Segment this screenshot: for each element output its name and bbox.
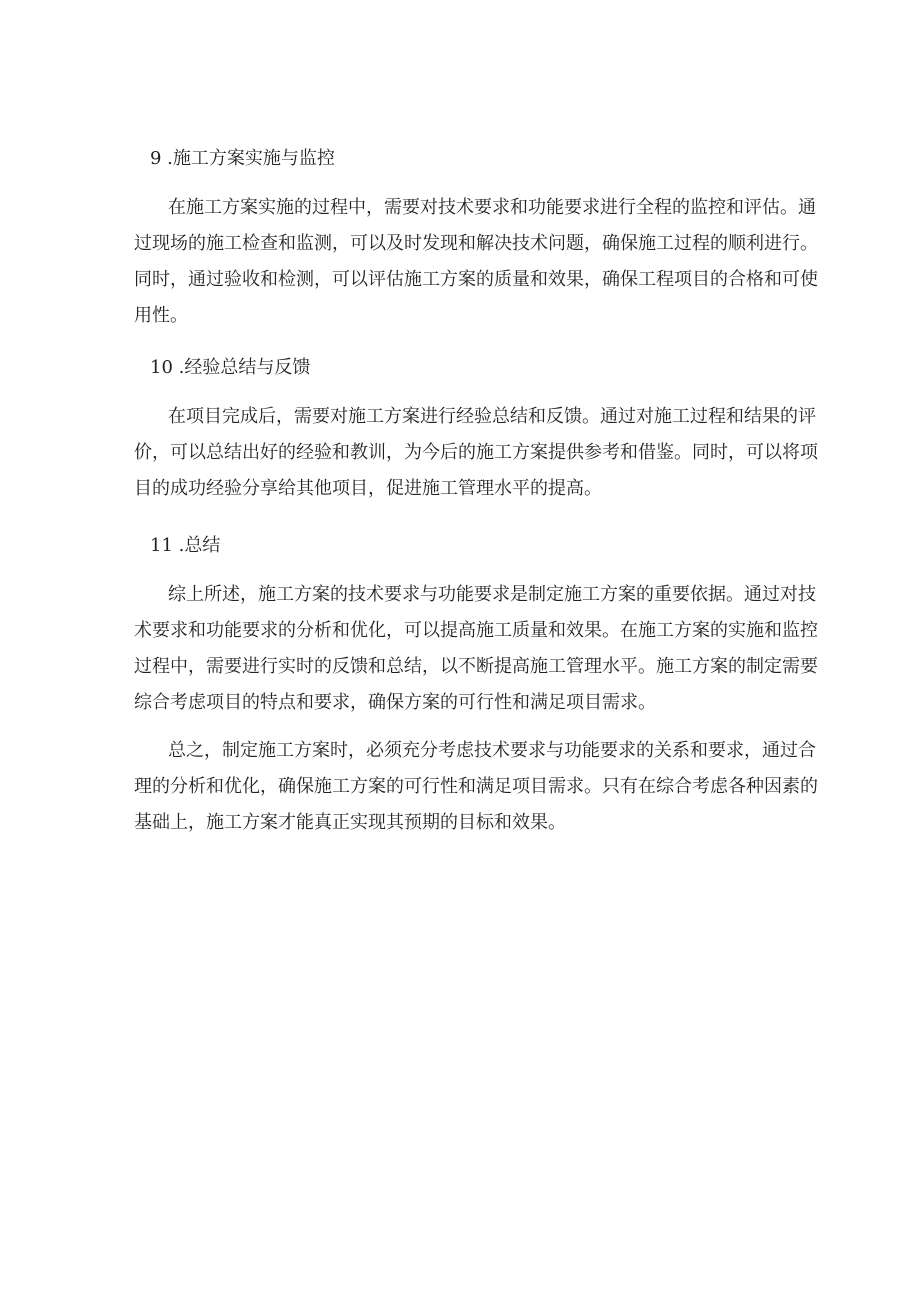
paragraph	[134, 190, 818, 334]
paragraph-line: 在施工方案实施的过程中，需要对技术要求和功能要求进行全程的监控和评估。通	[168, 197, 816, 218]
document-page	[134, 141, 818, 841]
paragraph-line: 价，可以总结出好的经验和教训，为今后的施工方案提供参考和借鉴。同时，可以将项	[134, 442, 818, 463]
paragraph-line: 综上所述，施工方案的技术要求与功能要求是制定施工方案的重要依据。通过对技	[168, 584, 816, 605]
paragraph-line: 在项目完成后，需要对施工方案进行经验总结和反馈。通过对施工过程和结果的评	[168, 406, 816, 427]
paragraph	[134, 399, 818, 507]
section-9	[134, 141, 818, 334]
paragraph	[134, 577, 818, 721]
paragraph	[134, 733, 818, 841]
paragraph-line: 基础上，施工方案才能真正实现其预期的目标和效果。	[134, 812, 566, 833]
paragraph-line: 过现场的施工检查和监测，可以及时发现和解决技术问题，确保施工过程的顺利进行。	[134, 233, 818, 254]
paragraph-line: 目的成功经验分享给其他项目，促进施工管理水平的提高。	[134, 478, 602, 499]
paragraph-line: 过程中，需要进行实时的反馈和总结，以不断提高施工管理水平。施工方案的制定需要	[134, 656, 818, 677]
paragraph-line: 用性。	[134, 305, 188, 326]
section-10	[134, 350, 818, 507]
paragraph-line: 总之，制定施工方案时，必须充分考虑技术要求与功能要求的关系和要求，通过合	[168, 740, 816, 761]
paragraph-line: 同时，通过验收和检测，可以评估施工方案的质量和效果，确保工程项目的合格和可使	[134, 269, 818, 290]
paragraph-line: 理的分析和优化，确保施工方案的可行性和满足项目需求。只有在综合考虑各种因素的	[134, 776, 818, 797]
paragraph-line: 综合考虑项目的特点和要求，确保方案的可行性和满足项目需求。	[134, 692, 656, 713]
section-heading: 9 .施工方案实施与监控	[150, 148, 335, 169]
paragraph-line: 术要求和功能要求的分析和优化，可以提高施工质量和效果。在施工方案的实施和监控	[134, 620, 818, 641]
section-heading: 11 .总结	[150, 535, 221, 556]
section-heading: 10 .经验总结与反馈	[150, 357, 311, 378]
section-11	[134, 528, 818, 841]
